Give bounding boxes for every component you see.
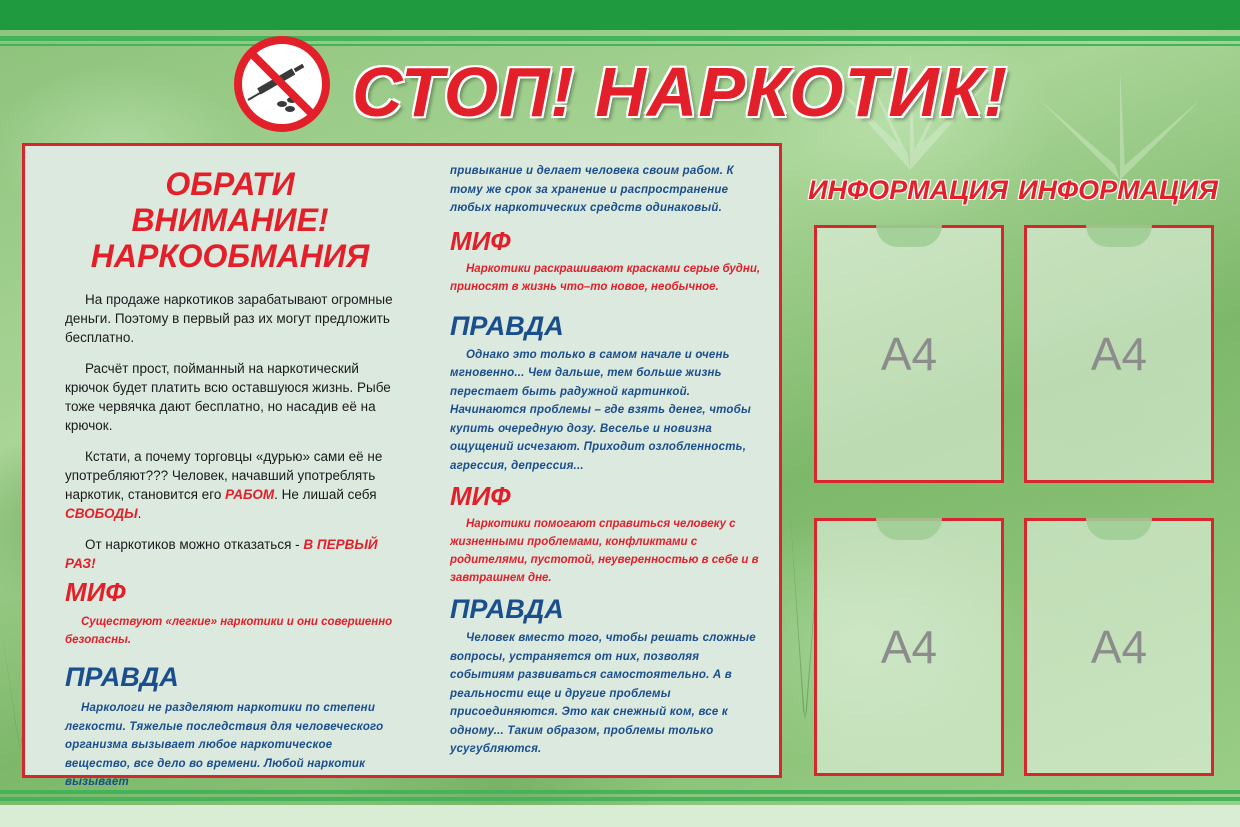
a4-pocket[interactable] bbox=[814, 225, 1004, 483]
truth-text-continued: привыкание и делает человека своим рабом. К тому же срок за хранение и распространение любых наркотических средств одинаковый. bbox=[450, 165, 734, 214]
pocket-label: А4 bbox=[1090, 328, 1148, 380]
bottom-stripe bbox=[0, 797, 1240, 801]
paragraph bbox=[65, 447, 395, 523]
top-stripe bbox=[0, 36, 1240, 41]
top-green-bar bbox=[0, 0, 1240, 30]
left-text-column bbox=[65, 166, 395, 792]
page-title: СТОП! НАРКОТИК! bbox=[352, 53, 1009, 131]
truth-heading: ПРАВДА bbox=[450, 310, 564, 341]
info-label: ИНФОРМАЦИЯ bbox=[1018, 175, 1218, 205]
myth-heading: МИФ bbox=[450, 481, 511, 511]
info-label: ИНФОРМАЦИЯ bbox=[808, 175, 1008, 205]
highlight-text: В ПЕРВЫЙ РАЗ! bbox=[65, 537, 378, 571]
truth-heading: ПРАВДА bbox=[65, 662, 179, 692]
pocket-label: А4 bbox=[1090, 621, 1148, 673]
paragraph: Расчёт прост, пойманный на наркотический крючок будет платить всю оставшуюся жизнь. Рыбе тоже червячка дают бесплатно, но насадив её на крючок. bbox=[65, 361, 391, 433]
attention-heading bbox=[65, 166, 395, 274]
truth-heading: ПРАВДА bbox=[450, 594, 564, 624]
right-text-column bbox=[450, 166, 765, 759]
highlight-text: РАБОМ bbox=[225, 487, 275, 502]
heading-line: НАРКООБМАНИЯ bbox=[90, 238, 370, 274]
truth-text: Человек вместо того, чтобы решать сложные вопросы, устраняется от них, позволяя событиям развиваться самостоятельно. А в реальности еще и другие проблемы присоединяются. Это как снежный ком, все к одному... Таким образом, проблемы только усугубляются. bbox=[450, 632, 756, 755]
text-span: . bbox=[137, 506, 142, 521]
no-drugs-syringe-icon bbox=[234, 36, 330, 132]
heading-line: ОБРАТИ ВНИМАНИЕ! bbox=[131, 166, 329, 238]
text-span: От наркотиков можно отказаться - bbox=[85, 537, 304, 552]
a4-pocket[interactable] bbox=[1024, 225, 1214, 483]
a4-pocket[interactable] bbox=[1024, 518, 1214, 776]
pocket-label: А4 bbox=[880, 621, 938, 673]
paragraph bbox=[65, 535, 395, 573]
bottom-stripe bbox=[0, 790, 1240, 794]
myth-heading: МИФ bbox=[450, 225, 511, 256]
truth-text: Наркологи не разделяют наркотики по степени легкости. Тяжелые последствия для человеческого организма вызывает любое наркотическое вещество, все дело во времени. Любой наркотик вызывает bbox=[65, 702, 384, 788]
text-span: . Не лишай себя bbox=[274, 487, 377, 502]
truth-text: Однако это только в самом начале и очень мгновенно... Чем дальше, тем больше жизнь перестает быть радужной картинкой. Начинаются проблемы – где взять денег, чтобы купить очередную дозу. Веселье и новизна ощущений исчезают. Приходит озлобленность, агрессия, депрессия... bbox=[450, 348, 751, 472]
myth-text: Наркотики раскрашивают красками серые будни, приносят в жизнь что–то новое, необычное. bbox=[450, 262, 761, 293]
info-text-panel bbox=[22, 143, 782, 788]
bottom-band bbox=[0, 805, 1240, 827]
myth-text: Существуют «легкие» наркотики и они совершенно безопасны. bbox=[65, 616, 393, 646]
top-stripe-thin bbox=[0, 44, 1240, 46]
text-span: Кстати, а почему торговцы «дурью» сами её не употребляют??? Человек, начавший употреблять наркотик, становится его bbox=[65, 449, 383, 502]
highlight-text: СВОБОДЫ bbox=[65, 506, 138, 521]
pocket-label: А4 bbox=[880, 328, 938, 380]
myth-text: Наркотики помогают справиться человеку с жизненными проблемами, конфликтами с родителями, пустотой, неуверенностью в себе и в завтрашнем дне. bbox=[450, 518, 759, 584]
paragraph: На продаже наркотиков зарабатывают огромные деньги. Поэтому в первый раз их могут предложить бесплатно. bbox=[65, 292, 393, 345]
a4-pocket[interactable] bbox=[814, 518, 1004, 776]
myth-heading: МИФ bbox=[65, 577, 126, 607]
